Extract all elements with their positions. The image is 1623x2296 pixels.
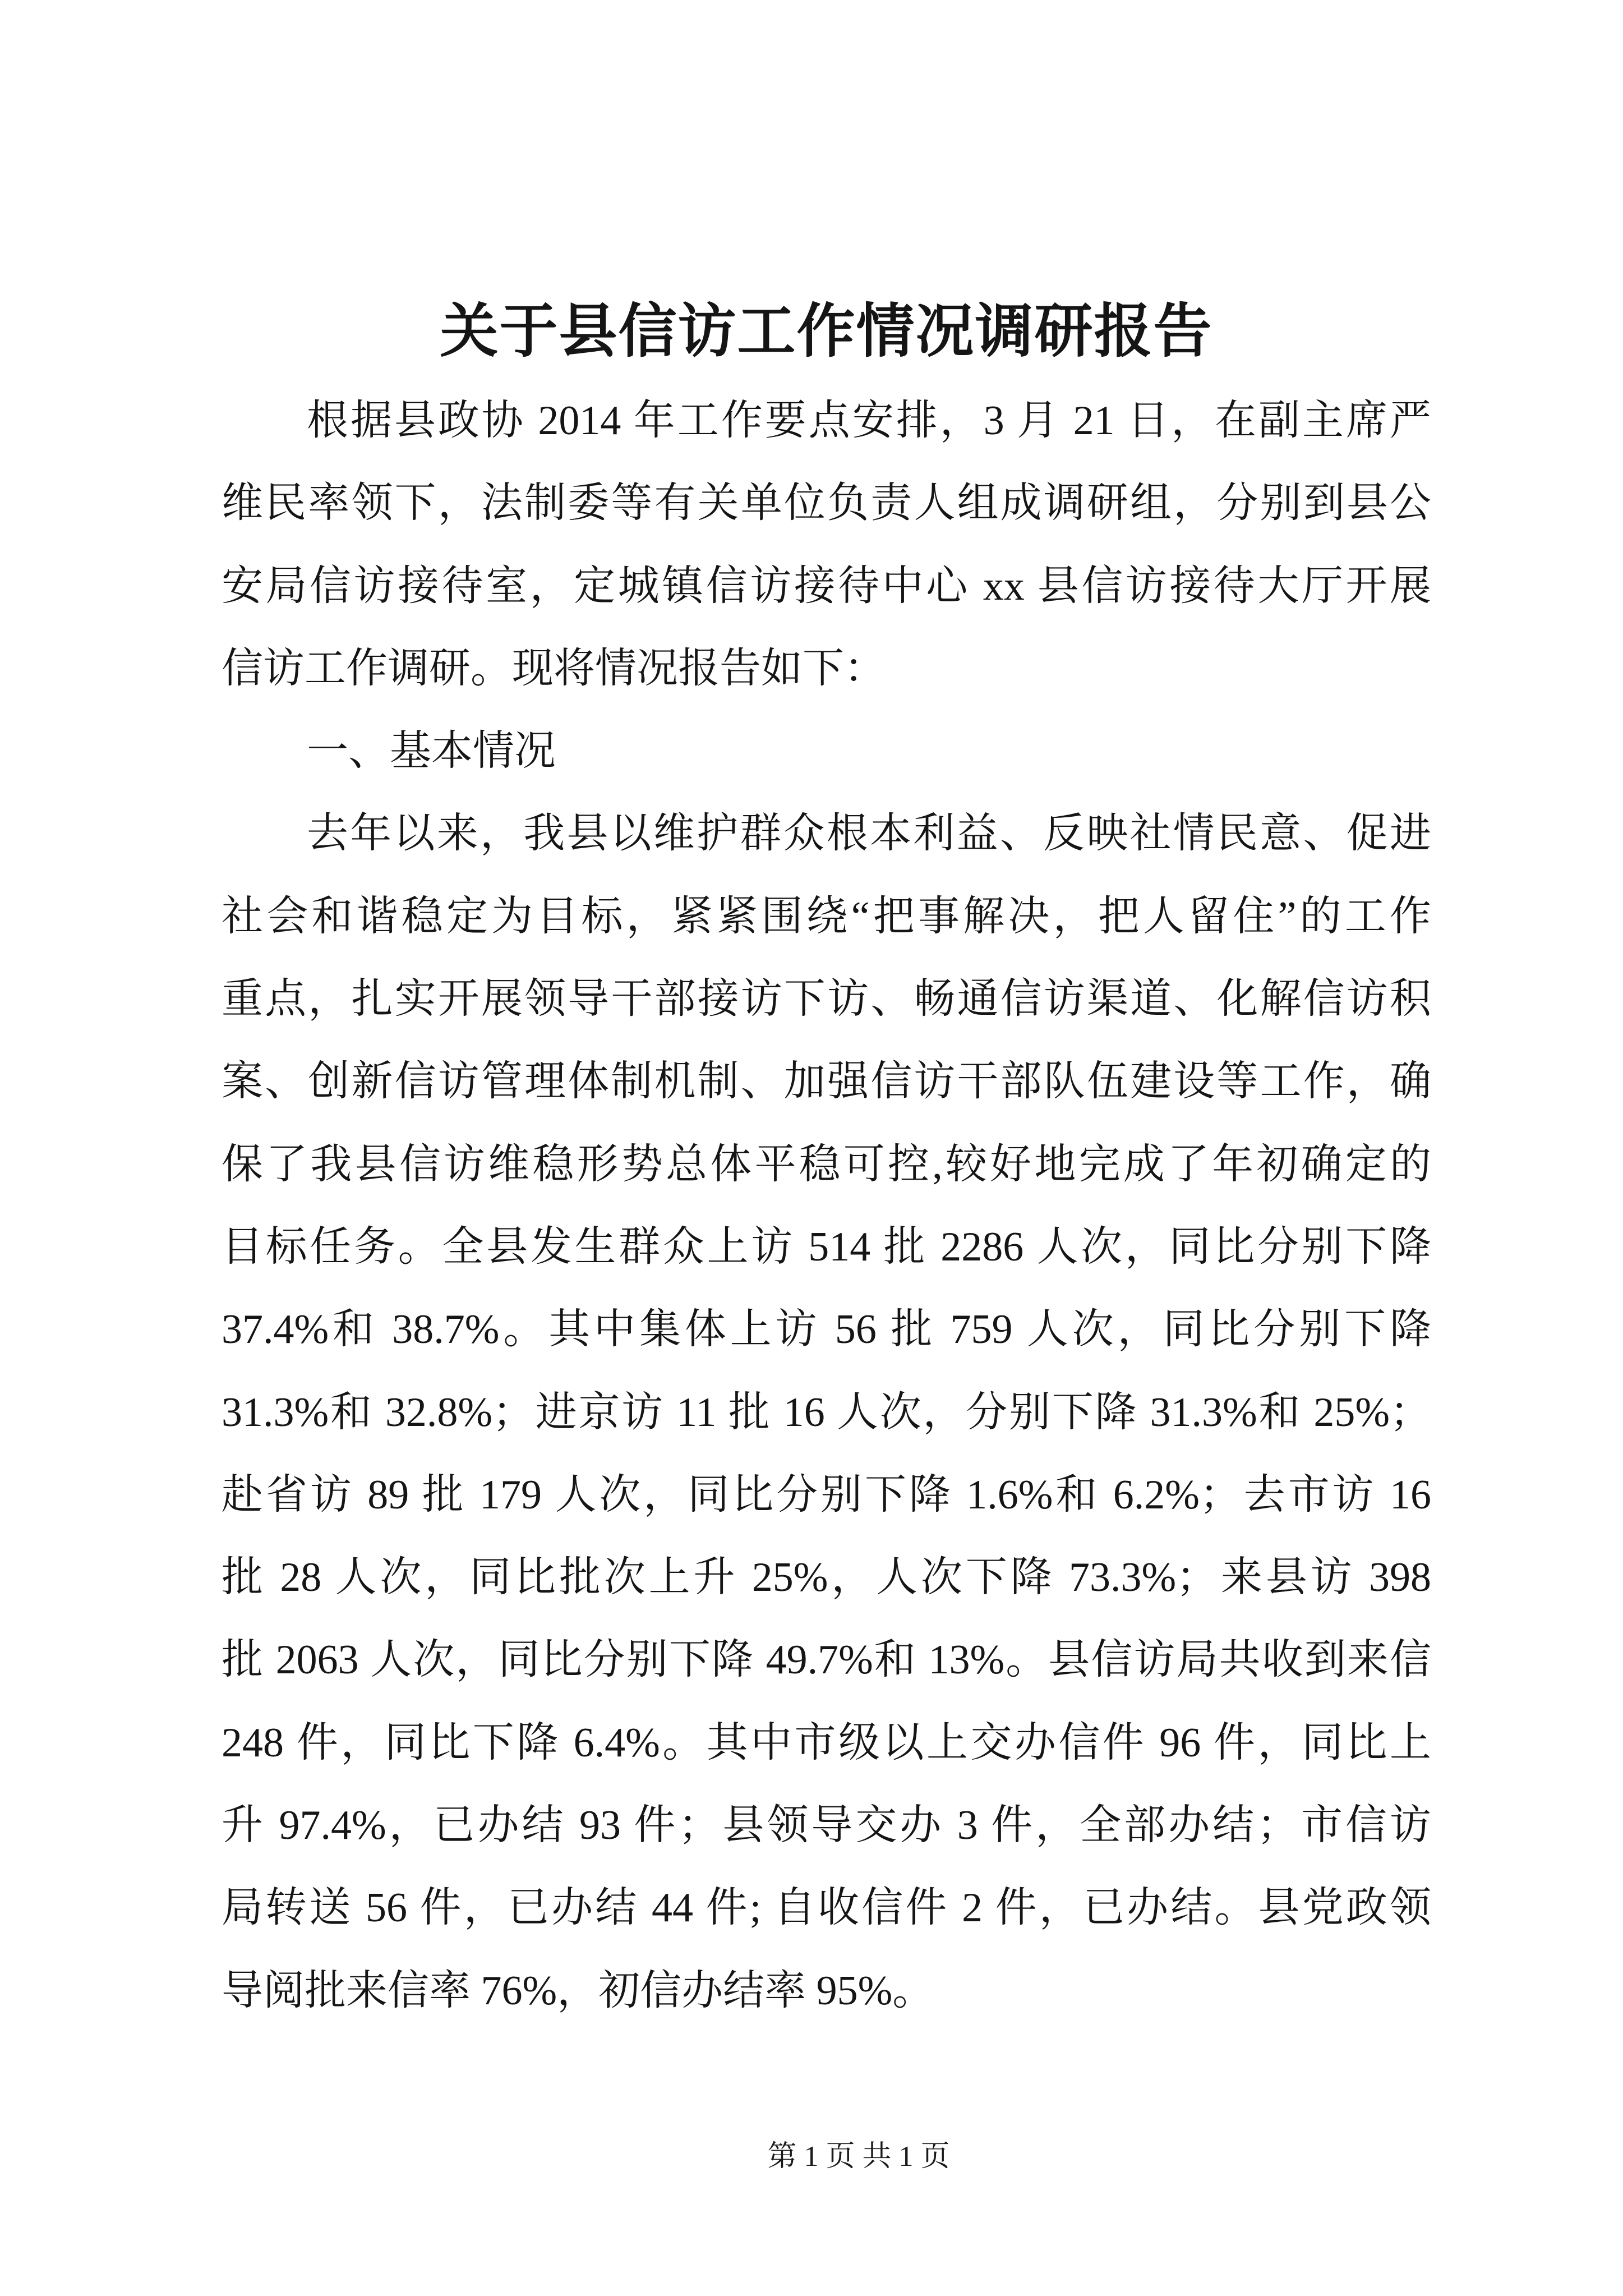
- text-line: 升 97.4%，已办结 93 件；县领导交办 3 件，全部办结；市信访: [222, 1802, 1431, 1849]
- text-line: 37.4%和 38.7%。其中集体上访 56 批 759 人次，同比分别下降: [222, 1306, 1431, 1353]
- text-line: 社会和谐稳定为目标，紧紧围绕“把事解决，把人留住”的工作: [222, 893, 1431, 940]
- text-line: 导阅批来信率 76%，初信办结率 95%。: [222, 1967, 934, 2014]
- text-line: 维民率领下，法制委等有关单位负责人组成调研组，分别到县公: [222, 480, 1431, 527]
- text-line: 目标任务。全县发生群众上访 514 批 2286 人次，同比分别下降: [222, 1223, 1431, 1270]
- text-line: 赴省访 89 批 179 人次，同比分别下降 1.6%和 6.2%；去市访 16: [222, 1471, 1431, 1518]
- text-line: 信访工作调研。现将情况报告如下：: [222, 645, 886, 692]
- text-line: 根据县政协 2014 年工作要点安排，3 月 21 日，在副主席严: [307, 398, 1431, 444]
- text-line: 31.3%和 32.8%；进京访 11 批 16 人次，分别下降 31.3%和 25%；: [222, 1389, 1431, 1435]
- paragraph-basic-situation: [222, 793, 1431, 2032]
- text-line: 安局信访接待室，定城镇信访接待中心 xx 县信访接待大厅开展: [222, 563, 1431, 609]
- page-footer: 第 1 页 共 1 页: [767, 2141, 950, 2173]
- paragraph-intro: [222, 380, 1431, 710]
- text-line: 批 2063 人次，同比分别下降 49.7%和 13%。县信访局共收到来信: [222, 1637, 1431, 1683]
- text-line: 重点，扎实开展领导干部接访下访、畅通信访渠道、化解信访积: [222, 976, 1431, 1023]
- text-line: 批 28 人次，同比批次上升 25%，人次下降 73.3%；来县访 398: [222, 1554, 1431, 1601]
- text-line: 局转送 56 件，已办结 44 件; 自收信件 2 件，已办结。县党政领: [222, 1885, 1431, 1931]
- document-body: [222, 380, 1431, 2032]
- text-line: 保了我县信访维稳形势总体平稳可控,较好地完成了年初确定的: [222, 1141, 1431, 1188]
- text-line: 案、创新信访管理体制机制、加强信访干部队伍建设等工作，确: [222, 1059, 1431, 1105]
- section-heading-text: 一、基本情况: [307, 728, 556, 775]
- text-line: 去年以来，我县以维护群众根本利益、反映社情民意、促进: [307, 811, 1431, 857]
- section-heading: [222, 710, 1431, 793]
- text-line: 248 件，同比下降 6.4%。其中市级以上交办信件 96 件，同比上: [222, 1719, 1431, 1766]
- document-title: 关于县信访工作情况调研报告: [440, 300, 1213, 364]
